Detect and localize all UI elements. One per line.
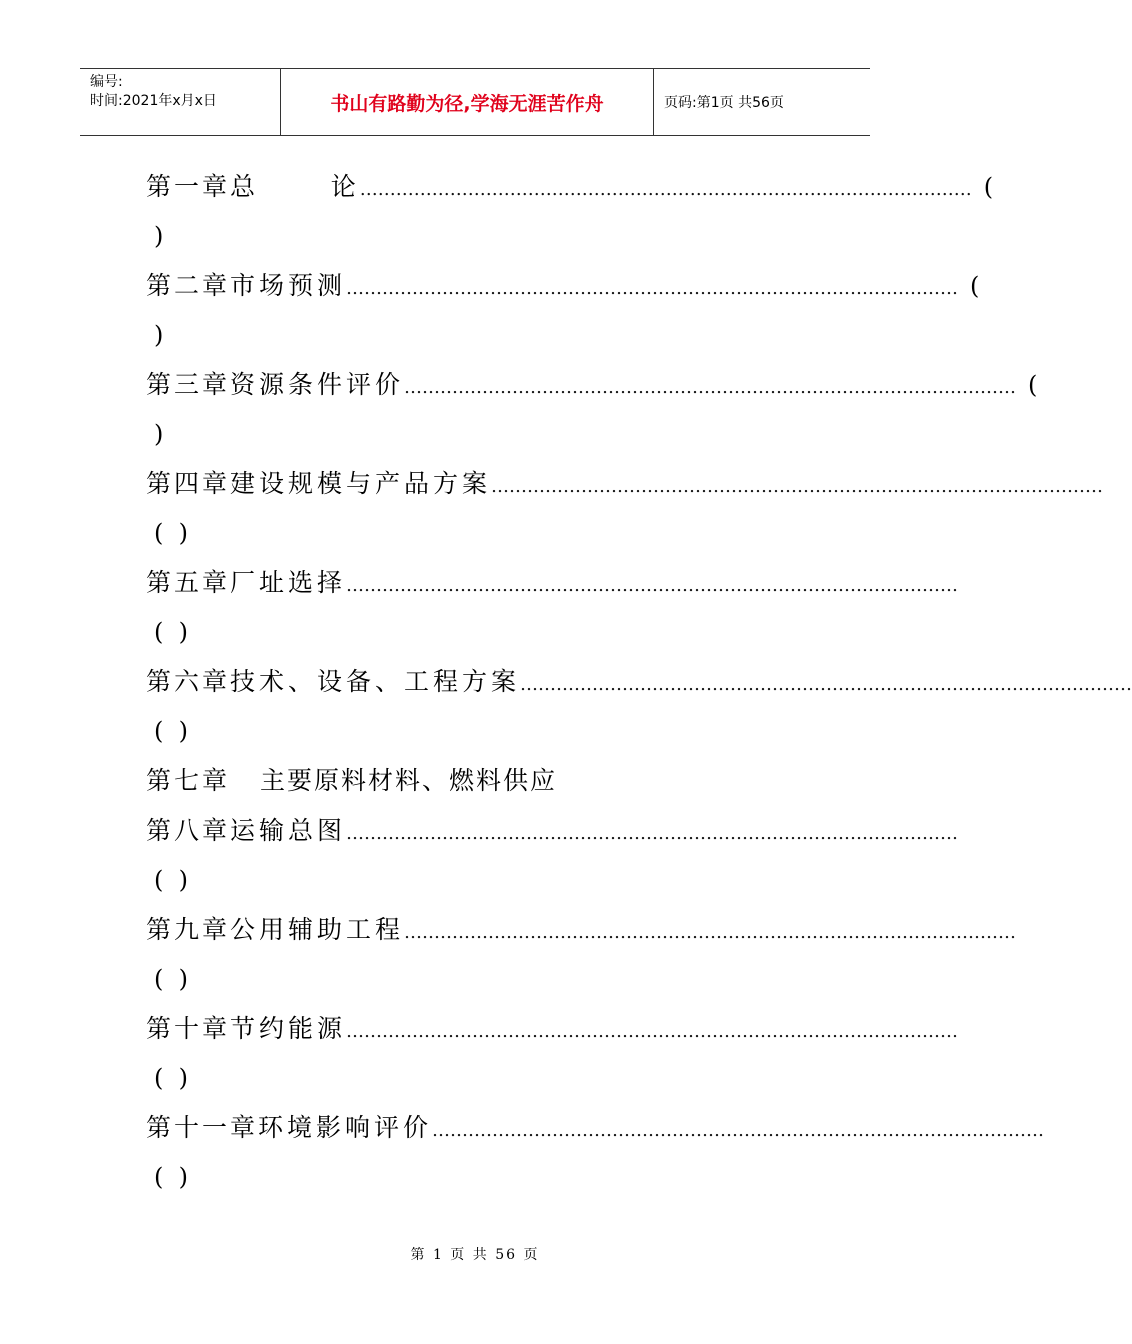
toc-entry [146, 756, 806, 806]
toc-page-parens: ( ) [154, 1163, 188, 1191]
toc-leader-dots: ………………………………………………………………………………………… [346, 823, 959, 844]
toc-leader-dots: ………………………………………………………………………………………… [404, 922, 1017, 943]
toc-chapter-number: 第十章 [146, 1014, 231, 1043]
page-header [80, 68, 870, 136]
toc-chapter-number: 第十一章 [146, 1113, 259, 1142]
toc-chapter-number: 第二章 [146, 271, 231, 300]
toc-entry [146, 261, 980, 360]
toc-page-parens: ( ) [154, 618, 188, 646]
header-page-info: 页码:第1页 共56页 [664, 95, 784, 111]
toc-page-close-paren: ) [154, 321, 164, 349]
toc-entry [146, 558, 959, 657]
toc-leader-dots: ………………………………………………………………………………………… [346, 1021, 959, 1042]
toc-leader-dots: ………………………………………………………………………………………… [491, 476, 1104, 497]
toc-chapter-title: 技术、设备、工程方案 [230, 667, 521, 696]
toc-chapter-number: 第九章 [146, 915, 231, 944]
toc-chapter-number: 第七章 [146, 766, 231, 795]
document-date-label: 时间:2021年x月x日 [90, 93, 217, 109]
document-number-label: 编号: [90, 74, 123, 90]
toc-entry [146, 1004, 959, 1103]
toc-chapter-title: 总 论 [230, 172, 360, 201]
toc-page-parens: ( ) [154, 965, 188, 993]
toc-chapter-number: 第五章 [146, 568, 231, 597]
toc-chapter-title: 资源条件评价 [230, 370, 405, 399]
header-motto: 书山有路勤为径,学海无涯苦作舟 [281, 69, 654, 135]
toc-chapter-title: 市场预测 [230, 271, 347, 300]
toc-chapter-title: 厂址选择 [230, 568, 347, 597]
toc-entry [146, 459, 1104, 558]
toc-leader-dots: ………………………………………………………………………………………… [346, 575, 959, 596]
toc-page-parens: ( ) [154, 1064, 188, 1092]
table-of-contents [146, 162, 1132, 1202]
toc-chapter-number: 第四章 [146, 469, 231, 498]
toc-chapter-title: 环境影响评价 [258, 1113, 433, 1142]
toc-chapter-title: 节约能源 [230, 1014, 347, 1043]
toc-leader-dots: ………………………………………………………………………………………… [520, 674, 1132, 695]
toc-page-parens: ( ) [154, 866, 188, 894]
toc-entry [146, 657, 1132, 756]
toc-chapter-title: 公用辅助工程 [230, 915, 405, 944]
toc-entry [146, 905, 1017, 1004]
toc-entry [146, 1103, 1045, 1202]
header-left-cell [80, 69, 281, 135]
toc-page-open-paren: ( [983, 173, 994, 201]
toc-chapter-title: 主要原料材料、燃料供应 [260, 766, 558, 795]
page-footer: 第 1 页 共 56 页 [410, 1247, 540, 1263]
toc-chapter-number: 第一章 [146, 172, 231, 201]
toc-page-close-paren: ) [154, 222, 164, 250]
toc-leader-dots: ………………………………………………………………………………………… [404, 377, 1017, 398]
toc-leader-dots: ………………………………………………………………………………………… [346, 278, 959, 299]
toc-entry [146, 360, 1038, 459]
toc-entry [146, 162, 994, 261]
toc-page-open-paren: ( [1028, 371, 1038, 399]
toc-leader-dots: ………………………………………………………………………………………… [432, 1120, 1045, 1141]
toc-chapter-title: 运输总图 [230, 816, 347, 845]
toc-page-close-paren: ) [154, 420, 164, 448]
toc-chapter-number: 第三章 [146, 370, 231, 399]
toc-page-open-paren: ( [970, 272, 980, 300]
toc-chapter-number: 第八章 [146, 816, 231, 845]
toc-page-parens: ( ) [154, 717, 188, 745]
toc-chapter-number: 第六章 [146, 667, 231, 696]
toc-leader-dots: ………………………………………………………………………………………… [359, 179, 972, 200]
toc-chapter-title: 建设规模与产品方案 [230, 469, 492, 498]
toc-page-parens: ( ) [154, 519, 188, 547]
toc-entry [146, 806, 959, 905]
